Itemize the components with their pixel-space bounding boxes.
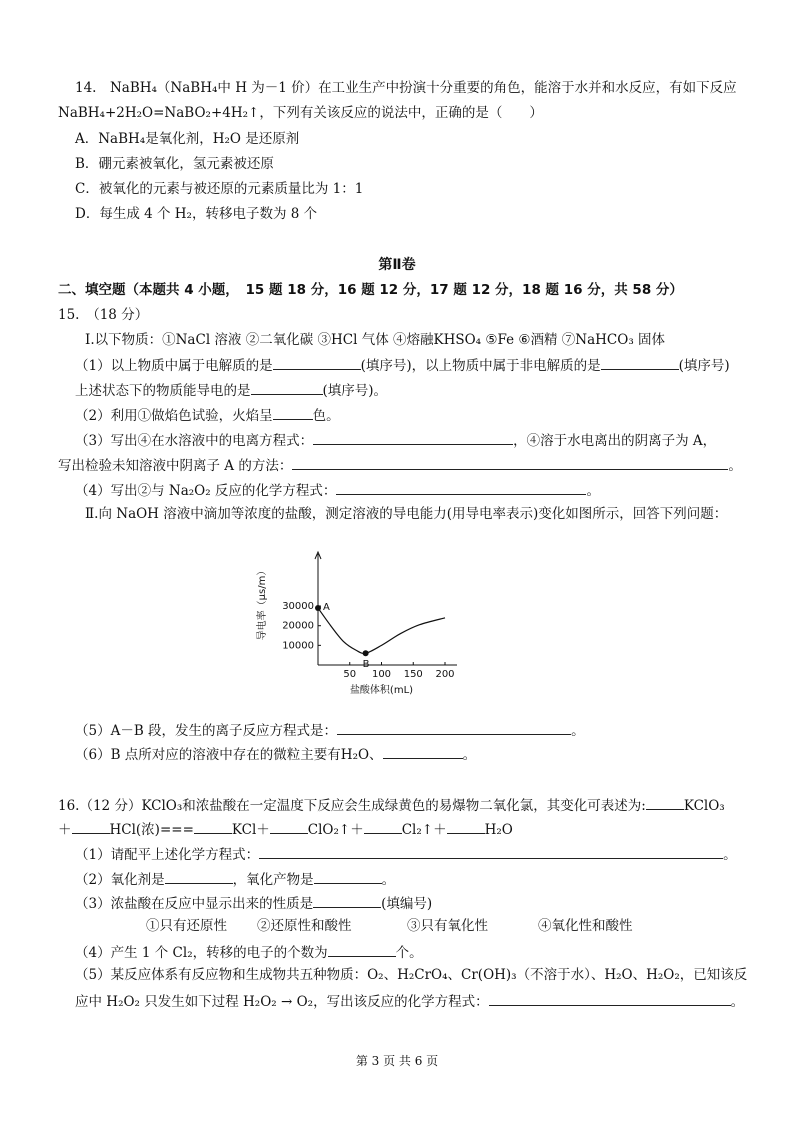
q14-option-a: A．NaBH₄是氧化剂，H₂O 是还原剂: [75, 131, 300, 147]
q16-clo2: ClO₂↑＋: [307, 822, 364, 838]
q16-s2-text-a: （2）氧化剂是: [75, 872, 165, 888]
q14-line2: NaBH₄+2H₂O=NaBO₂+4H₂↑，下列有关该反应的说法中，正确的是（ ）: [58, 105, 543, 121]
x-tick-label: 50: [343, 669, 357, 680]
q15-s3-text-a: （3）写出④在水溶液中的电离方程式：: [75, 433, 314, 449]
q15-s4-blank[interactable]: [336, 480, 586, 495]
q15-s5-blank[interactable]: [337, 720, 571, 735]
q16-cl2: Cl₂↑＋: [401, 822, 447, 838]
q15-s2-text-b: 色。: [312, 408, 340, 424]
q16-s2-text-c: 。: [381, 872, 396, 888]
q16-coef-5[interactable]: [364, 819, 402, 834]
q15-sub1-cont: [75, 380, 387, 400]
q16-s5-blank[interactable]: [489, 991, 731, 1006]
q15-part2: Ⅱ.向 NaOH 溶液中滴加等浓度的盐酸，测定溶液的导电能力(用导电率表示)变化如图所示，回答下列问题：: [85, 506, 728, 522]
q15-s2-blank[interactable]: [273, 405, 313, 420]
q16-s2-blank-1[interactable]: [165, 869, 233, 884]
q16-sub3: [75, 893, 432, 913]
q15-s1-text-c: (填序号): [678, 358, 730, 374]
q16-coef-1[interactable]: [646, 795, 684, 810]
q15-s1-blank-2[interactable]: [601, 355, 679, 370]
q15-sub4: [75, 480, 600, 500]
q16-hcl: HCl(浓)===: [109, 822, 194, 838]
y-tick-label: 10000: [282, 640, 314, 652]
q16-s4-text-a: （4）产生 1 个 Cl₂，转移的电子的个数为: [75, 945, 328, 961]
point-a: [315, 605, 321, 611]
q16-option-1: ①只有还原性: [146, 918, 227, 934]
q16-option-4: ④氧化性和酸性: [538, 918, 633, 934]
q15-s4-text-a: （4）写出②与 Na₂O₂ 反应的化学方程式：: [75, 483, 337, 499]
q15-s1-text-d: 上述状态下的物质能导电的是: [75, 383, 251, 399]
q15-sub5: [75, 720, 585, 740]
q16-s3-blank[interactable]: [313, 893, 381, 908]
q15-sub3-cont: [58, 455, 742, 475]
q15-s1-blank-1[interactable]: [273, 355, 361, 370]
q16-coef-2[interactable]: [72, 819, 110, 834]
q16-sub2: [75, 869, 395, 889]
q16-sub1: [75, 844, 737, 864]
q15-s5-text-b: 。: [571, 723, 585, 739]
q16-s1-text-a: （1）请配平上述化学方程式：: [75, 847, 260, 863]
q16-kclo3: KClO₃: [683, 798, 725, 814]
q15-sub2: [75, 405, 340, 425]
q16-s1-blank[interactable]: [259, 844, 723, 859]
q15-s1-blank-3[interactable]: [251, 380, 323, 395]
q16-h2o: H₂O: [484, 822, 513, 838]
q16-line2: [58, 819, 513, 839]
q15-sub1: [75, 355, 730, 375]
q16-coef-4[interactable]: [270, 819, 308, 834]
q16-coef-6[interactable]: [447, 819, 485, 834]
q15-s3-blank-1[interactable]: [313, 430, 513, 445]
q16-sub4: [75, 942, 423, 962]
q16-sub5: （5）某反应体系有反应物和生成物共五种物质：O₂、H₂CrO₄、Cr(OH)₃（不溶于水）、H₂O、H₂O₂，已知该反: [75, 967, 748, 983]
x-axis-label: 盐酸体积(mL): [349, 685, 414, 696]
q16-option-2: ②还原性和酸性: [257, 918, 352, 934]
q14-option-b: B．硼元素被氧化，氢元素被还原: [75, 156, 274, 172]
q16-s1-text-b: 。: [723, 847, 737, 863]
q15-part1: Ⅰ.以下物质：①NaCl 溶液 ②二氧化碳 ③HCl 气体 ④熔融KHSO₄ ⑤Fe ⑥酒精 ⑦NaHCO₃ 固体: [85, 332, 666, 348]
y-axis-label: 导电率（μs/m）: [257, 565, 268, 641]
q16-s2-blank-2[interactable]: [314, 869, 382, 884]
q16-coef-3[interactable]: [194, 819, 232, 834]
q16-s3-text-b: (填编号): [381, 896, 433, 912]
q14-option-d: D．每生成 4 个 H₂，转移电子数为 8 个: [75, 206, 318, 222]
q15-s2-text-a: （2）利用①做焰色试验，火焰呈: [75, 408, 273, 424]
q15-sub3: [75, 430, 716, 450]
q15-s4-text-b: 。: [586, 483, 600, 499]
x-tick-label: 150: [403, 669, 423, 680]
q14-line1: 14. NaBH₄（NaBH₄中 H 为－1 价）在工业生产中扮演十分重要的角色，能溶于水并和水反应，有如下反应: [75, 80, 737, 96]
q16-s5-text-b: 应中 H₂O₂ 只发生如下过程 H₂O₂ → O₂，写出该反应的化学方程式：: [75, 994, 489, 1010]
q14-option-c: C．被氧化的元素与被还原的元素质量比为 1：1: [75, 181, 364, 197]
q15-s3-text-d: 。: [728, 458, 742, 474]
q16-kcl: KCl＋: [231, 822, 270, 838]
q15-s5-text-a: （5）A－B 段，发生的离子反应方程式是：: [75, 723, 338, 739]
q16-sub5-cont: [75, 991, 744, 1011]
q16-line1: [58, 795, 725, 815]
q15-s3-text-b: ，④溶于水电离出的阴离子为 A，: [513, 433, 717, 449]
point-label-a: A: [323, 602, 330, 614]
conductivity-curve: [318, 608, 445, 653]
conductivity-chart: [255, 548, 475, 700]
q15-s6-text-a: （6）B 点所对应的溶液中存在的微粒主要有H₂O、: [75, 747, 383, 763]
q15-s3-text-c: 写出检验未知溶液中阴离子 A 的方法：: [58, 458, 293, 474]
q16-s4-blank[interactable]: [328, 942, 396, 957]
q15-s3-blank-2[interactable]: [292, 455, 728, 470]
q16-s4-text-b: 个。: [395, 945, 423, 961]
q15-s1-text-b: (填序号)，以上物质中属于非电解质的是: [360, 358, 601, 374]
q16-option-3: ③只有氧化性: [407, 918, 488, 934]
q15-s1-text-a: （1）以上物质中属于电解质的是: [75, 358, 273, 374]
q15-sub6: [75, 744, 476, 764]
q15-s6-text-b: 。: [462, 747, 477, 763]
page-footer: 第 3 页 共 6 页: [355, 1054, 439, 1068]
q15-s6-blank[interactable]: [383, 744, 463, 759]
q16-s3-text-a: （3）浓盐酸在反应中显示出来的性质是: [75, 896, 314, 912]
q15-head: 15. （18 分）: [58, 307, 149, 323]
x-tick-label: 200: [435, 669, 455, 680]
x-tick-label: 100: [371, 669, 392, 680]
y-tick-label: 20000: [282, 620, 314, 632]
section-heading: 二、填空题（本题共 4 小题， 15 题 18 分，16 题 12 分，17 题 12 分，18 题 16 分，共 58 分）: [58, 282, 683, 298]
q16-s2-text-b: ，氧化产物是: [232, 872, 314, 888]
section-title: 第Ⅱ卷: [378, 257, 416, 273]
point-label-b: B: [362, 659, 370, 671]
q16-s5-text-c: 。: [730, 994, 745, 1010]
q15-s1-text-e: (填序号)。: [322, 383, 388, 399]
q16-intro: 16.（12 分）KClO₃和浓盐酸在一定温度下反应会生成绿黄色的易爆物二氧化氯，其变化可表述为:: [58, 798, 646, 814]
q16-plus: ＋: [58, 822, 72, 838]
y-tick-label: 30000: [282, 601, 314, 613]
point-b: [363, 650, 369, 656]
